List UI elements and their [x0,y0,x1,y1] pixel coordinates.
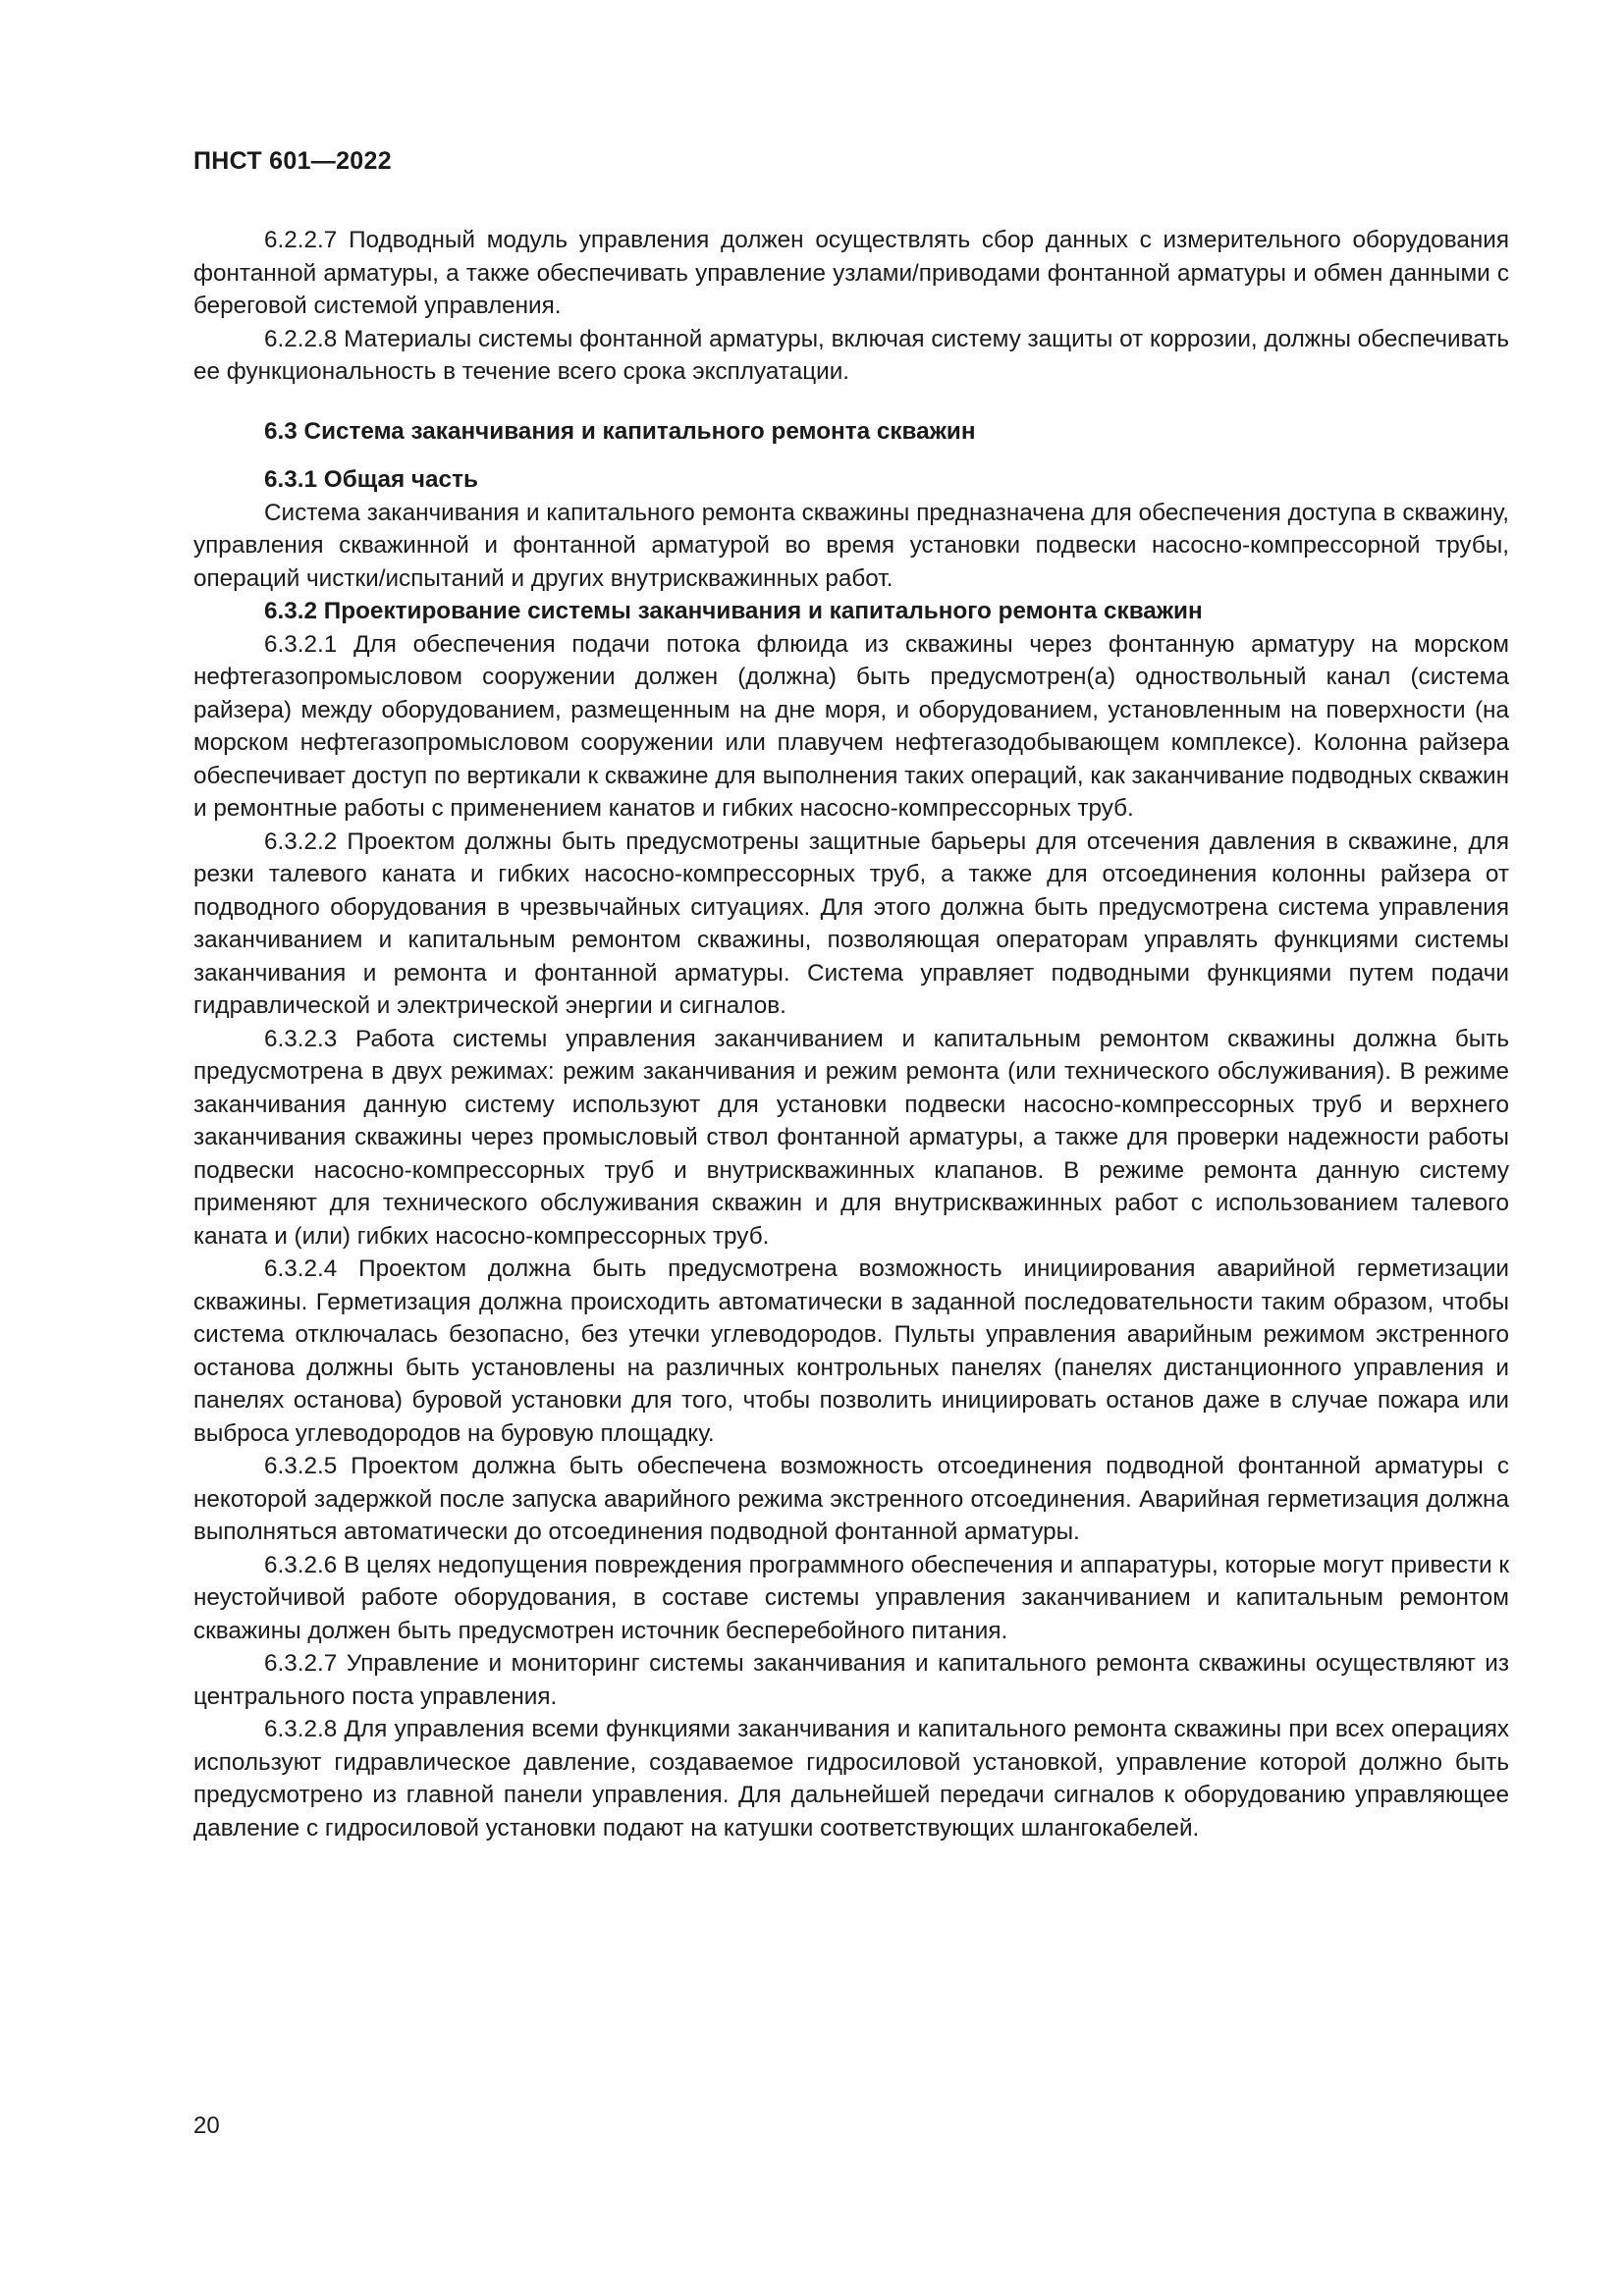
document-body [193,224,1509,1844]
paragraph-6-3-2-5: 6.3.2.5 Проектом должна быть обеспечена возможность отсоединения подводной фонтанной арматуры с некоторой задержкой после запуска аварийного режима экстренного отсоединения. Аварийная герметизация должна выполняться автоматически до отсоединения подводной фонтанной арматуры. [193,1453,1509,1545]
subsection-heading-6-3-2: 6.3.2 Проектирование системы заканчивания и капитального ремонта скважин [264,598,1203,624]
paragraph-6-2-2-7: 6.2.2.7 Подводный модуль управления должен осуществлять сбор данных с измерительного оборудования фонтанной арматуры, а также обеспечивать управление узлами/приводами фонтанной арматуры и обмен данными с береговой системой управления. [193,227,1509,319]
paragraph-6-3-2-8: 6.3.2.8 Для управления всеми функциями заканчивания и капитального ремонта скважины при всех операциях используют гидравлическое давление, создаваемое гидросиловой установкой, управление которой должно быть предусмотрено из главной панели управления. Для дальнейшей передачи сигналов к оборудованию управляющее давление с гидросиловой установки подают на катушки соответствующих шлангокабелей. [193,1716,1509,1842]
paragraph-6-3-2-2: 6.3.2.2 Проектом должны быть предусмотрены защитные барьеры для отсечения давления в скважине, для резки талевого каната и гибких насосно-компрессорных труб, а также для отсоединения колонны райзера от подводного оборудования в чрезвычайных ситуациях. Для этого должна быть предусмотрена система управления заканчиванием и капитальным ремонтом скважины, позволяющая операторам управлять функциями системы заканчивания и ремонта и фонтанной арматуры. Система управляет подводными функциями путем подачи гидравлической и электрической энергии и сигналов. [193,828,1509,1019]
paragraph-6-3-2-7: 6.3.2.7 Управление и мониторинг системы заканчивания и капитального ремонта скважины осуществляют из центрального поста управления. [193,1650,1509,1710]
document-code-header: ПНСТ 601—2022 [193,147,392,175]
paragraph-6-3-2-1: 6.3.2.1 Для обеспечения подачи потока флюида из скважины через фонтанную арматуру на морском нефтегазопромысловом сооружении должен (должна) быть предусмотрен(а) одноствольный канал (система райзера) между оборудованием, размещенным на дне моря, и оборудованием, установленным на поверхности (на морском нефтегазопромысловом сооружении или плавучем нефтегазодобывающем комплексе). Колонна райзера обеспечивает доступ по вертикали к скважине для выполнения таких операций, как заканчивание подводных скважин и ремонтные работы с применением канатов и гибких насосно-компрессорных труб. [193,630,1509,822]
paragraph-6-3-2-4: 6.3.2.4 Проектом должна быть предусмотрена возможность инициирования аварийной герметизации скважины. Герметизация должна происходить автоматически в заданной последовательности таким образом, чтобы система отключалась безопасно, без утечки углеводородов. Пульты управления аварийным режимом экстренного останова должны быть установлены на различных контрольных панелях (панелях дистанционного управления и панелях останова) буровой установки для того, чтобы позволить инициировать останов даже в случае пожара или выброса углеводородов на буровую площадку. [193,1255,1509,1447]
paragraph-6-3-1: Система заканчивания и капитального ремонта скважины предназначена для обеспечения доступа в скважину, управления скважинной и фонтанной арматурой во время установки подвески насосно-компрессорной трубы, операций чистки/испытаний и других внутрискважинных работ. [193,499,1509,592]
paragraph-6-2-2-8: 6.2.2.8 Материалы системы фонтанной арматуры, включая систему защиты от коррозии, должны обеспечивать ее функциональность в течение всего срока эксплуатации. [193,325,1509,385]
page-number: 20 [193,2112,220,2139]
subsection-heading-6-3-1: 6.3.1 Общая часть [264,466,478,493]
paragraph-6-3-2-3: 6.3.2.3 Работа системы управления заканчиванием и капитальным ремонтом скважины должна быть предусмотрена в двух режимах: режим заканчивания и режим ремонта (или технического обслуживания). В режиме заканчивания данную систему используют для установки подвески насосно-компрессорных труб и верхнего заканчивания скважины через промысловый ствол фонтанной арматуры, а также для проверки надежности работы подвески насосно-компрессорных труб и внутрискважинных клапанов. В режиме ремонта данную систему применяют для технического обслуживания скважин и для внутрискважинных работ с использованием талевого каната и (или) гибких насосно-компрессорных труб. [193,1025,1509,1250]
paragraph-6-3-2-6: 6.3.2.6 В целях недопущения повреждения программного обеспечения и аппаратуры, которые могут привести к неустойчивой работе оборудования, в составе системы управления заканчиванием и капитальным ремонтом скважины должен быть предусмотрен источник бесперебойного питания. [193,1551,1509,1644]
section-heading-6-3: 6.3 Система заканчивания и капитального ремонта скважин [264,417,976,445]
